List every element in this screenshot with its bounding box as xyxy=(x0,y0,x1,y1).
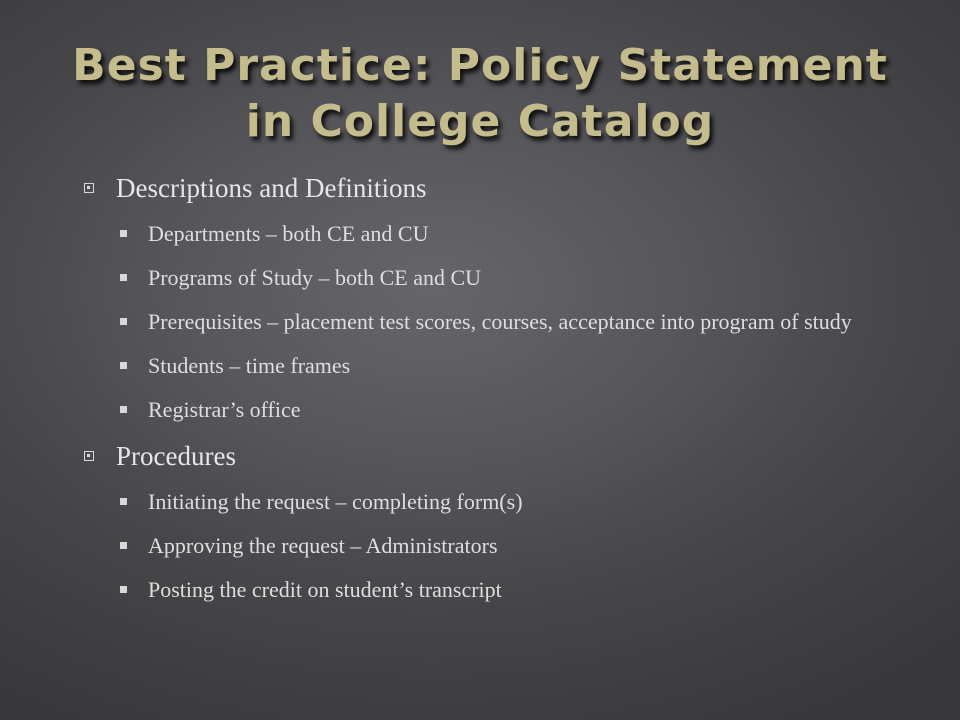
square-bullet-icon xyxy=(120,406,127,413)
list-item xyxy=(80,396,880,423)
section-heading-descriptions xyxy=(80,168,880,208)
square-bullet-icon xyxy=(120,586,127,593)
list-item-text: Registrar’s office xyxy=(148,397,301,422)
box-bullet-icon xyxy=(84,451,94,461)
list-item-text: Posting the credit on student’s transcript xyxy=(148,577,502,602)
list-item-text: Departments – both CE and CU xyxy=(148,221,429,246)
square-bullet-icon xyxy=(120,318,127,325)
section-heading-text: Descriptions and Definitions xyxy=(116,173,427,203)
square-bullet-icon xyxy=(120,274,127,281)
list-item xyxy=(80,308,880,335)
list-item xyxy=(80,532,880,559)
square-bullet-icon xyxy=(120,542,127,549)
square-bullet-icon xyxy=(120,498,127,505)
box-bullet-icon xyxy=(84,183,94,193)
slide-body xyxy=(80,168,880,603)
list-item xyxy=(80,220,880,247)
list-item-text: Students – time frames xyxy=(148,353,351,378)
section-heading-procedures xyxy=(80,436,880,476)
list-item xyxy=(80,264,880,291)
list-item-text: Programs of Study – both CE and CU xyxy=(148,265,482,290)
list-item xyxy=(80,488,880,515)
list-item xyxy=(80,576,880,603)
slide-title: Best Practice: Policy Statement in College Catalog xyxy=(72,40,888,147)
section-heading-text: Procedures xyxy=(116,441,236,471)
square-bullet-icon xyxy=(120,230,127,237)
list-item-text: Approving the request – Administrators xyxy=(148,533,498,558)
square-bullet-icon xyxy=(120,362,127,369)
list-item xyxy=(80,352,880,379)
list-item-text: Initiating the request – completing form(s) xyxy=(148,489,523,514)
list-item-text: Prerequisites – placement test scores, courses, acceptance into program of study xyxy=(148,309,852,334)
